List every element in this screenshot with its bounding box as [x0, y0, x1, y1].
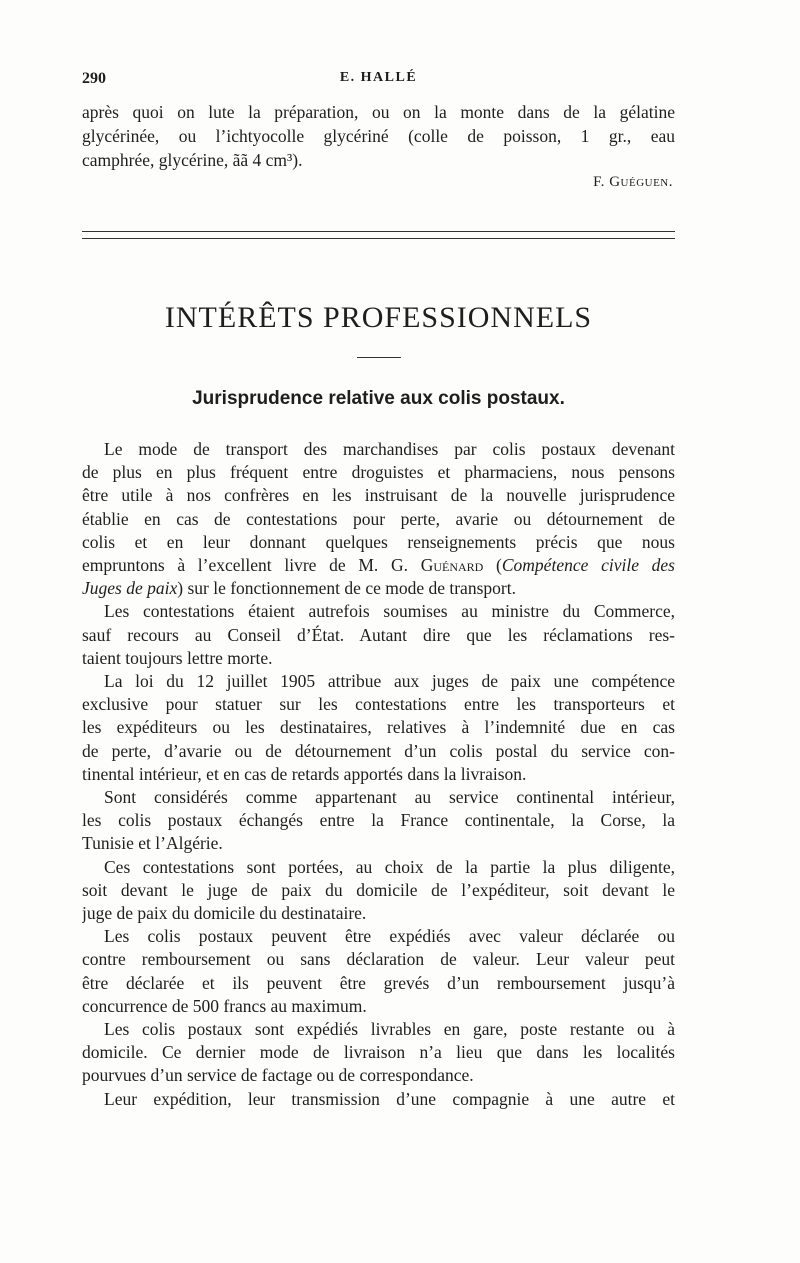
author-signature: F. Guéguen.: [593, 174, 673, 190]
text-line: Ces contestations sont portées, au choix de la partie la plus diligente,: [104, 856, 675, 877]
text-line: Le mode de transport des marchandises par colis postaux devenant: [104, 439, 675, 459]
text-line: glycérinée, ou l’ichtyocolle glycériné (colle de poisson, 1 gr., eau: [82, 126, 675, 146]
section-divider: [82, 231, 675, 239]
text-line: de plus en plus fréquent entre droguistes et pharmaciens, nous pensons: [82, 462, 675, 483]
text-line: taient toujours lettre morte.: [82, 647, 273, 668]
text-line: concurrence de 500 francs au maximum.: [82, 995, 367, 1016]
text-line: être utile à nos confrères en les instruisant de la nouvelle jurisprudence: [82, 485, 675, 506]
text-line: Les colis postaux sont expédiés livrables en gare, poste restante ou à: [104, 1019, 675, 1040]
book-page: [82, 66, 675, 1111]
text-line: établie en cas de contestations pour perte, avarie ou détournement de: [82, 508, 675, 529]
text-line: Juges de paix) sur le fonctionnement de ce mode de transport.: [82, 578, 516, 599]
title-rule: [357, 357, 401, 358]
text-line: de perte, d’avarie ou de détournement d’un colis postal du service con-: [82, 740, 675, 761]
text-line: juge de paix du domicile du destinataire.: [82, 903, 367, 924]
running-head: [82, 66, 675, 92]
article-title: Jurisprudence relative aux colis postaux.: [192, 388, 565, 409]
text-line: les expéditeurs ou les destinataires, relatives à l’indemnité due en cas: [82, 717, 675, 738]
text-line: Les colis postaux peuvent être expédiés avec valeur déclarée ou: [104, 926, 675, 947]
text-line: La loi du 12 juillet 1905 attribue aux juges de paix une compétence: [104, 671, 675, 692]
text-line: tinental intérieur, et en cas de retards apportés dans la livraison.: [82, 763, 527, 784]
text-line: être déclarée et ils peuvent être grevés d’un remboursement jusqu’à: [82, 972, 675, 993]
text-line: pourvues d’un service de factage ou de correspondance.: [82, 1065, 474, 1086]
text-line: exclusive pour statuer sur les contestations entre les transporteurs et: [82, 694, 675, 715]
text-line: camphrée, glycérine, ãã 4 cm³).: [82, 150, 303, 170]
text-line: colis et en leur donnant quelques renseignements précis que nous: [82, 531, 675, 552]
text-line: soit devant le juge de paix du domicile de l’expéditeur, soit devant le: [82, 879, 675, 900]
text-line: Leur expédition, leur transmission d’une compagnie à une autre et: [104, 1088, 675, 1109]
text-line: domicile. Ce dernier mode de livraison n’a lieu que dans les localités: [82, 1042, 675, 1063]
text-line: les colis postaux échangés entre la France continentale, la Corse, la: [82, 810, 675, 831]
text-line: empruntons à l’excellent livre de M. G. Guénard (Compétence civile des: [82, 555, 675, 576]
running-title: E. HALLÉ: [339, 70, 418, 85]
text-line: Les contestations étaient autrefois soumises au ministre du Commerce,: [104, 601, 675, 622]
article-body: [82, 438, 675, 1111]
text-line: contre remboursement ou sans déclaration de valeur. Leur valeur peut: [82, 949, 675, 970]
section-title: INTÉRÊTS PROFESSIONNELS: [164, 301, 593, 334]
text-line: après quoi on lute la préparation, ou on la monte dans de la gélatine: [82, 102, 675, 122]
text-line: sauf recours au Conseil d’État. Autant dire que les réclamations res-: [82, 624, 675, 645]
text-line: Sont considérés comme appartenant au service continental intérieur,: [104, 787, 675, 808]
continuation-text: [82, 100, 675, 172]
page-number: 290: [82, 70, 106, 87]
text-line: Tunisie et l’Algérie.: [82, 833, 223, 854]
